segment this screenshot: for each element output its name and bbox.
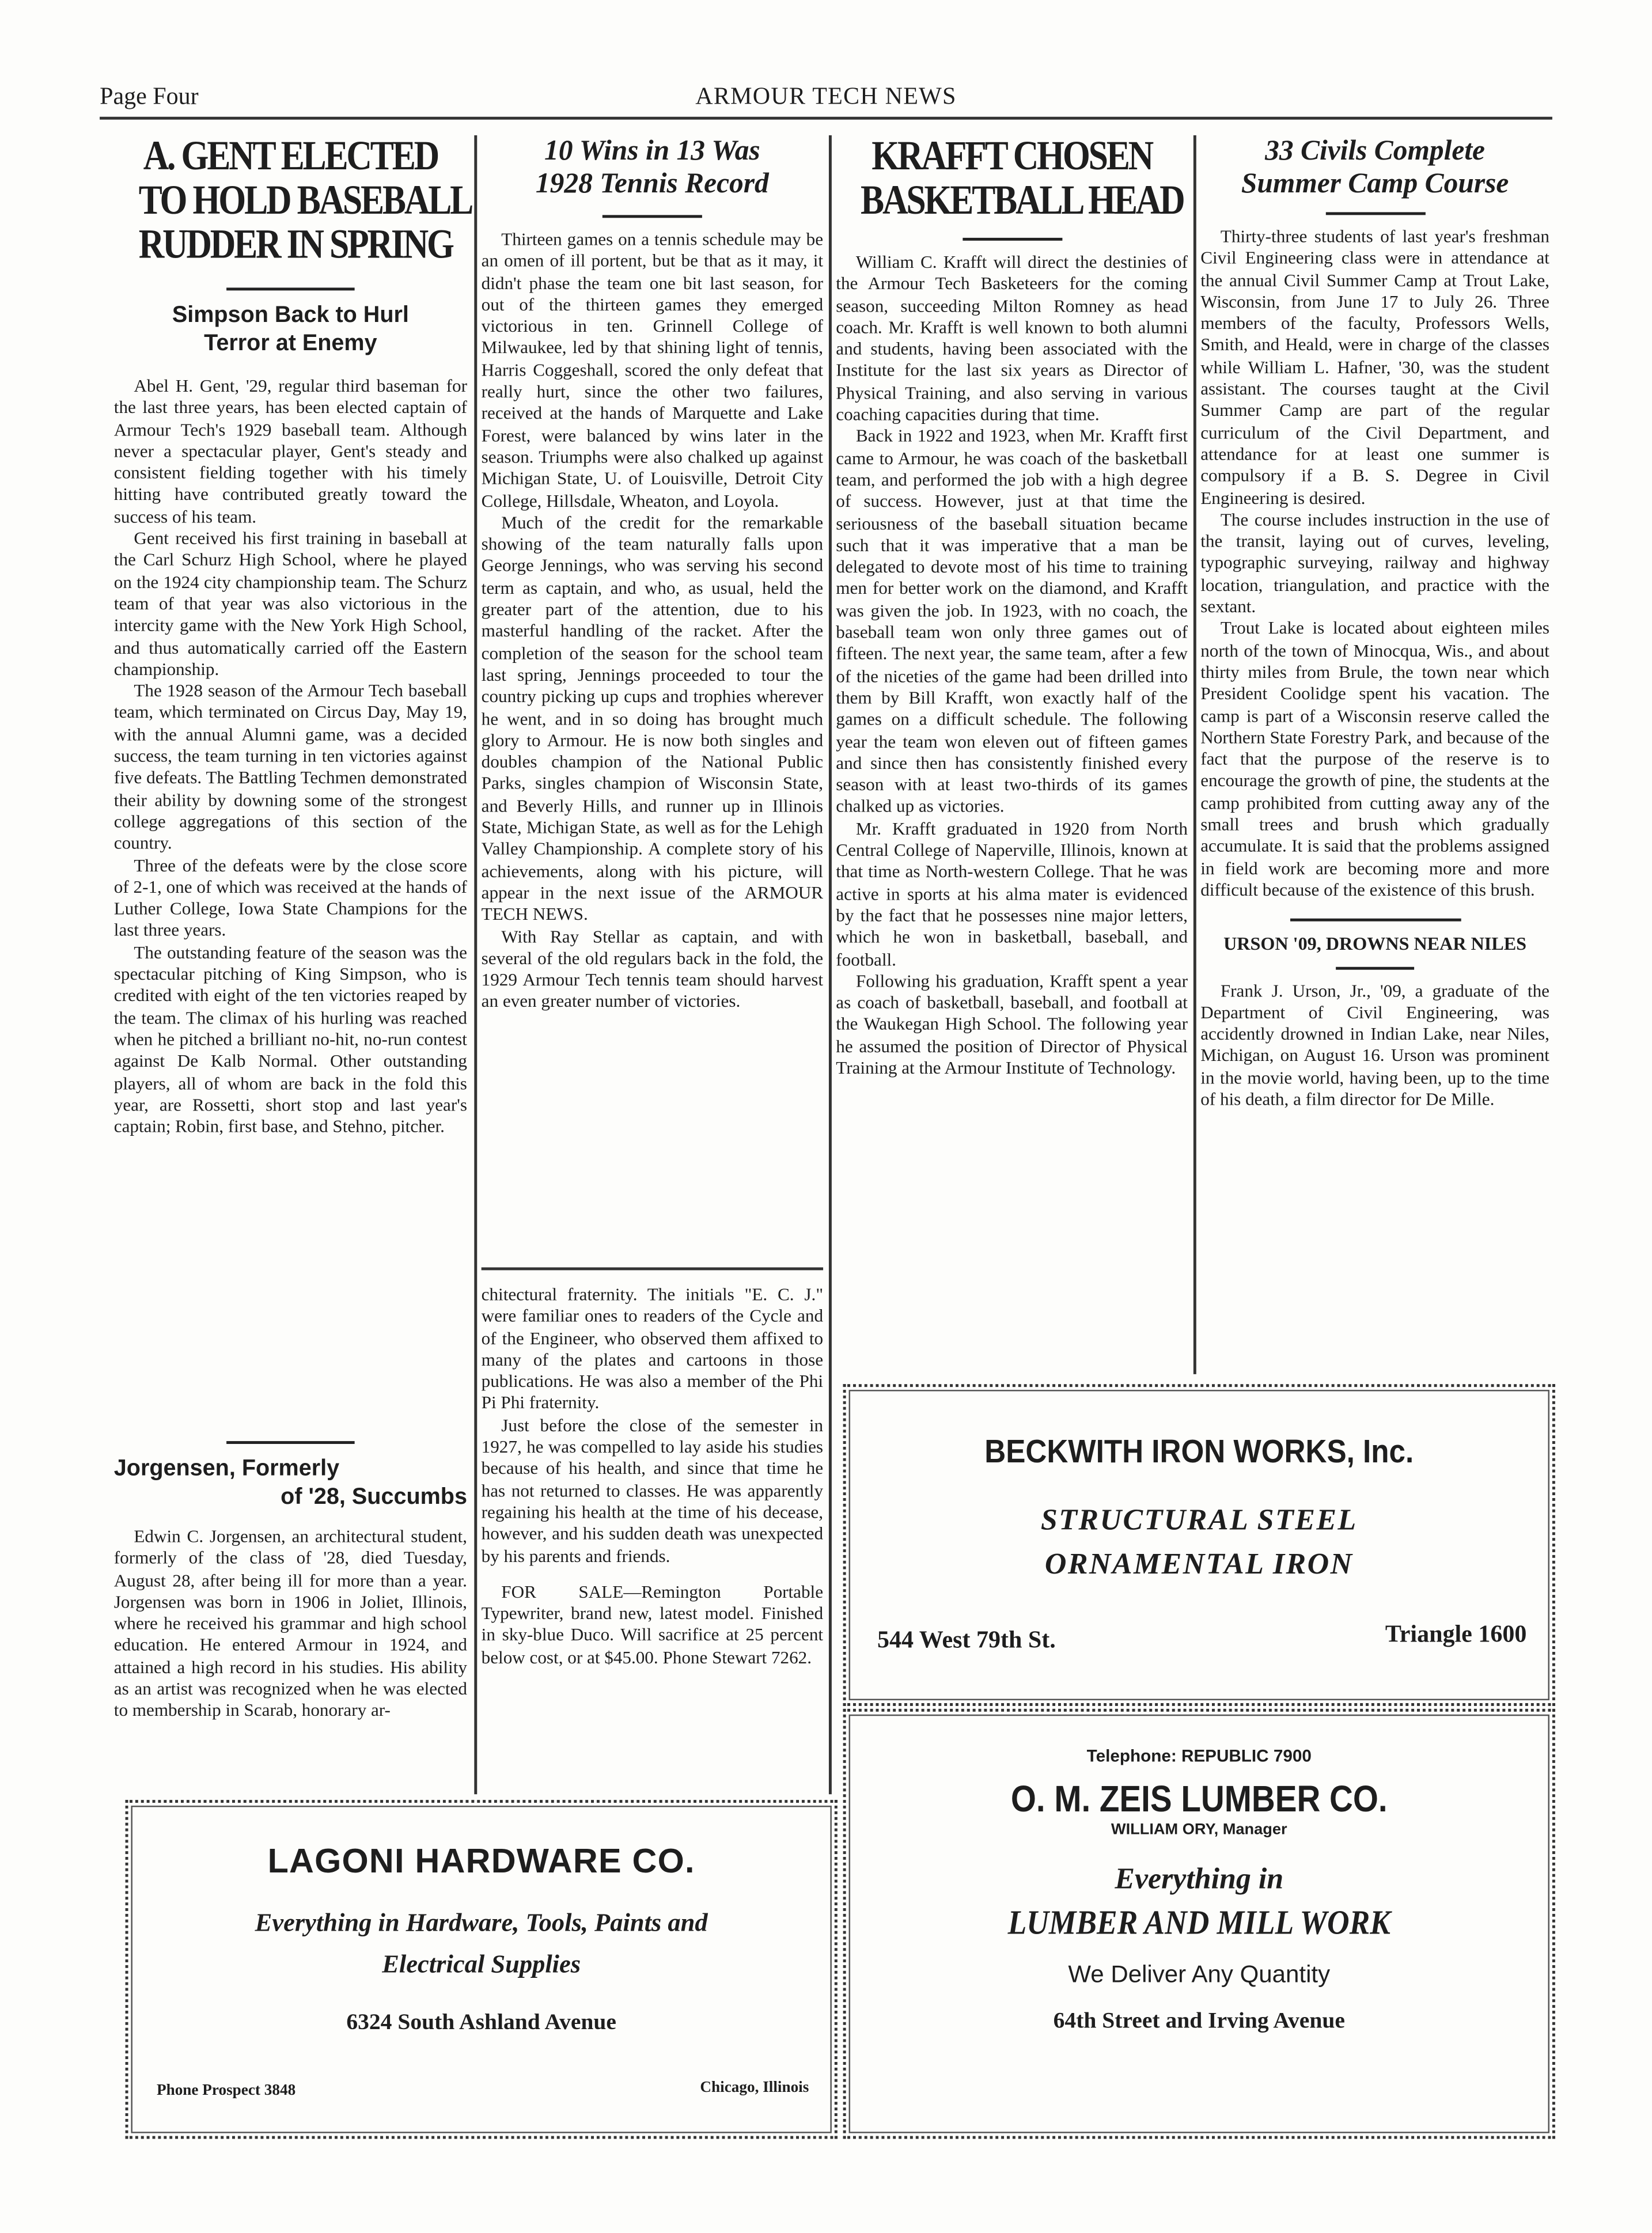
headline: 33 Civils Complete <box>1265 135 1486 167</box>
ad-line: ORNAMENTAL IRON <box>1044 1546 1354 1581</box>
paragraph: Thirteen games on a tennis schedule may be an omen of ill portent, but be that as it may, it didn't phase the team one bit last season, for out of the thirteen games they emerged victorious in ten. Grinnell College of Milwaukee, led by that shining light of tennis, Harris Coggeshall, scored the only defeat that really hurt, since the other two failures, received at the hands of Marquette and Lake Forest, were balanced by wins later in the season. Triumphs were also chalked up against Michigan State, U. of Louisville, Detroit City College, Hillsdale, Wheaton, and Loyola. <box>481 229 824 511</box>
paragraph: Frank J. Urson, Jr., '09, a graduate of the Department of Civil Engineering, was accidently drowned in Indian Lake, near Niles, Michigan, on August 16. Urson was prominent in the movie world, having been, up to the time of his death, a film director for De Mille. <box>1200 980 1549 1109</box>
headline: 10 Wins in 13 Was <box>544 135 760 167</box>
ad-address: 544 West 79th St. <box>877 1626 1056 1654</box>
paragraph: The outstanding feature of the season was the spectacular pitching of King Simpson, who is credited with eight of the ten victories reaped by the team. The climax of his hurling was reached when he pitched a brilliant no-hit, no-run contest against De Kalb Normal. Other outstanding players, all of whom are back in the fold this year, are Rossetti, short stop and last year's captain; Robin, first base, and Stehno, pitcher. <box>113 942 467 1137</box>
headline: RUDDER IN SPRING <box>138 222 453 268</box>
subheadline: Simpson Back to Hurl <box>172 303 409 328</box>
article-gent <box>113 134 472 1139</box>
ad-line: Everything in Hardware, Tools, Paints and <box>255 1908 708 1937</box>
paragraph: Just before the close of the semester in 1927, he was compelled to lay aside his studies because of his health, and since that time he has not returned to classes. He was apparently regaining his health at the time of his decease, however, and his sudden death was unexpected by his parents and friends. <box>481 1415 824 1566</box>
headline: URSON '09, DROWNS NEAR NILES <box>1223 932 1527 955</box>
paragraph: The course includes instruction in the use of the transit, laying out of curves, leveling, typographic surveying, railway and highway location, triangulation, and practice with the sextant. <box>1200 509 1549 617</box>
paragraph: Abel H. Gent, '29, regular third baseman for the last three years, has been elected captain of Armour Tech's 1929 baseball team. Although never a spectacular player, Gent's steady and consistent fielding together with his timely hitting have contributed greatly toward the success of his team. <box>113 376 467 527</box>
paragraph: Edwin C. Jorgensen, an architectural student, formerly of the class of '28, died Tuesday, August 28, after being ill for more than a year. Jorgensen was born in 1906 in Joliet, Illinois, where he received his grammar and high school education. He entered Armour in 1924, and attained a high record in his studies. His ability as an artist was recognized when he was elected to membership in Scarab, honorary ar- <box>113 1526 467 1721</box>
ad-address: 64th Street and Irving Avenue <box>1053 2009 1345 2034</box>
headline: TO HOLD BASEBALL <box>138 178 472 224</box>
divider <box>1336 966 1414 969</box>
ad-line: STRUCTURAL STEEL <box>1040 1502 1358 1537</box>
paragraph: With Ray Stellar as captain, and with several of the old regulars back in the fold, the 1929 Armour Tech tennis team should harvest an even greater number of victories. <box>481 926 824 1012</box>
ad-line: LUMBER AND MILL WORK <box>1007 1905 1390 1943</box>
paragraph: William C. Krafft will direct the destinies of the Armour Tech Basketeers for the coming season, succeeding Milton Romney as head coach. Mr. Krafft is well known to both alumni and students, having been associated with the Institute for the last six years as Director of Physical Training, and also serving in various coaching capacities during that time. <box>836 252 1188 424</box>
headline: Summer Camp Course <box>1241 168 1509 200</box>
divider <box>962 238 1062 241</box>
ad-address: 6324 South Ashland Avenue <box>346 2011 616 2035</box>
ad-city: Chicago, Illinois <box>700 2079 809 2096</box>
ad-name: BECKWITH IRON WORKS, Inc. <box>984 1432 1414 1470</box>
column-rule <box>1193 135 1196 1374</box>
ad-name: O. M. ZEIS LUMBER CO. <box>1010 1777 1388 1820</box>
paragraph: Mr. Krafft graduated in 1920 from North Central College of Naperville, Illinois, known at that time as North-western College. That he was active in sports at his alma mater is evidenced by the fact that he possesses nine major letters, which he won in basketball, baseball, and football. <box>836 818 1188 969</box>
headline: Jorgensen, Formerly <box>113 1457 340 1481</box>
ad-manager: WILLIAM ORY, Manager <box>1111 1821 1287 1838</box>
paragraph: Much of the credit for the remarkable showing of the team naturally falls upon George Jennings, who was serving his second term as captain, and who, as usual, held the greater part of the attention, due to his masterful handling of the racket. After the completion of the season for the school team last spring, Jennings proceeded to tour the country picking up cups and trophies wherever he went, and in so doing has brought much glory to Armour. He is now both singles and doubles champion of the National Public Parks, singles champion of Wisconsin State, and Beverly Hills, and runner up in Illinois State, Michigan State, as well as for the Lehigh Valley Championship. A complete story of his achievements, along with his picture, will appear in the next issue of the ARMOUR TECH NEWS. <box>481 512 824 925</box>
ad-lagoni <box>126 1800 838 2139</box>
divider <box>482 1267 823 1269</box>
divider <box>1290 919 1461 922</box>
article-tennis <box>482 135 823 1014</box>
headline: A. GENT ELECTED <box>143 134 438 180</box>
headline: 1928 Tennis Record <box>535 168 769 200</box>
ad-line: Electrical Supplies <box>382 1949 581 1978</box>
ad-zeis <box>843 1709 1555 2139</box>
divider <box>226 1441 355 1444</box>
divider <box>226 287 355 290</box>
paragraph: Thirty-three students of last year's freshman Civil Engineering class were in attendance at the annual Civil Summer Camp at Trout Lake, Wisconsin, from June 17 to July 26. Three members of the faculty, Professors Wells, Smith, and Heald, were in charge of the classes while William L. Hafner, '30, was the student assistant. The courses taught at the Civil Summer Camp are part of the regular curriculum of the Civil Department, and attendance for at least one summer is compulsory if a B. S. Degree in Civil Engineering is desired. <box>1200 226 1549 508</box>
subheadline: Terror at Enemy <box>204 332 377 357</box>
article-jorgensen-continued <box>482 1284 823 1669</box>
paragraph: The 1928 season of the Armour Tech baseball team, which terminated on Circus Day, May 19, with the annual Alumni game, was a decided success, the team turning in ten victories against five defeats. The Battling Techmen demonstrated their ability by downing some of the strongest college aggregations of this section of the country. <box>113 681 467 854</box>
masthead-title: ARMOUR TECH NEWS <box>695 82 957 110</box>
article-jorgensen <box>114 1430 467 1723</box>
column-rule <box>829 135 831 1794</box>
for-sale-notice: FOR SALE—Remington Portable Typewriter, brand new, latest model. Finished in sky-blue Duco. Will sacrifice at 25 percent below cost, or at $45.00. Phone Stewart 7262. <box>481 1582 824 1667</box>
ad-phone: Triangle 1600 <box>1385 1620 1527 1648</box>
paragraph: Back in 1922 and 1923, when Mr. Krafft first came to Armour, he was coach of the basketball team, and performed the job with a high degree of success. However, just at that time the seriousness of the baseball situation became such that it was imperative that a man be delegated to devote most of his time to training men for better work on the diamond, and Krafft was given the job. In 1923, with no coach, the baseball team won only three games out of fifteen. The next year, the same team, after a few of the niceties of the game had been drilled into them by Bill Krafft, won exactly half of the games on a difficult schedule. The following year the team won eleven out of fifteen games and since then has consistently finished every season with at least two-thirds of its games chalked up as victories. <box>836 426 1188 817</box>
paragraph: Three of the defeats were by the close score of 2-1, one of which was received at the hands of Luther College, Iowa State Champions for the last three years. <box>113 855 467 941</box>
masthead-rule <box>100 117 1552 119</box>
ad-line: Everything in <box>1115 1861 1284 1895</box>
divider <box>603 215 702 218</box>
ad-phone: Phone Prospect 3848 <box>156 2082 296 2099</box>
ad-beckwith <box>843 1384 1555 1706</box>
page-number: Page Four <box>100 82 199 110</box>
divider <box>1325 212 1425 215</box>
paragraph: Trout Lake is located about eighteen miles north of the town of Minocqua, Wis., and about thirty miles from Brule, the town near which President Coolidge spent his vacation. The camp is part of a Wisconsin reserve called the Northern State Forestry Park, and because of the fact that the purpose of the reserve is to encourage the growth of pine, the students at the camp prohibited from cutting away any of the small trees and brush which gradually accumulate. It is said that the problems assigned in field work are becoming more and more difficult because of the existence of this brush. <box>1200 618 1549 900</box>
paragraph: Following his graduation, Krafft spent a year as coach of basketball, baseball, and football at the Waukegan High School. The following year he assumed the position of Director of Physical Training at the Armour Institute of Technology. <box>836 970 1188 1078</box>
paragraph: Gent received his first training in baseball at the Carl Schurz High School, where he played on the 1924 city championship team. The Schurz team of that year was also victorious in the intercity game with the New York High School, and thus automatically carried off the Eastern championship. <box>113 528 467 679</box>
ad-name: LAGONI HARDWARE CO. <box>267 1842 695 1882</box>
headline: KRAFFT CHOSEN <box>872 134 1152 180</box>
article-krafft <box>836 135 1188 1080</box>
article-civils <box>1200 135 1549 1111</box>
ad-line: We Deliver Any Quantity <box>1068 1961 1331 1988</box>
headline: of '28, Succumbs <box>281 1485 467 1510</box>
column-rule <box>474 135 476 1794</box>
paragraph: chitectural fraternity. The initials "E. C. J." were familiar ones to readers of the Cycle and of the Engineer, who observed them affixed to many of the plates and cartoons in those publications. He was also a member of the Phi Pi Phi fraternity. <box>481 1284 824 1413</box>
headline: BASKETBALL HEAD <box>861 178 1184 224</box>
ad-telephone: Telephone: REPUBLIC 7900 <box>1086 1746 1312 1766</box>
